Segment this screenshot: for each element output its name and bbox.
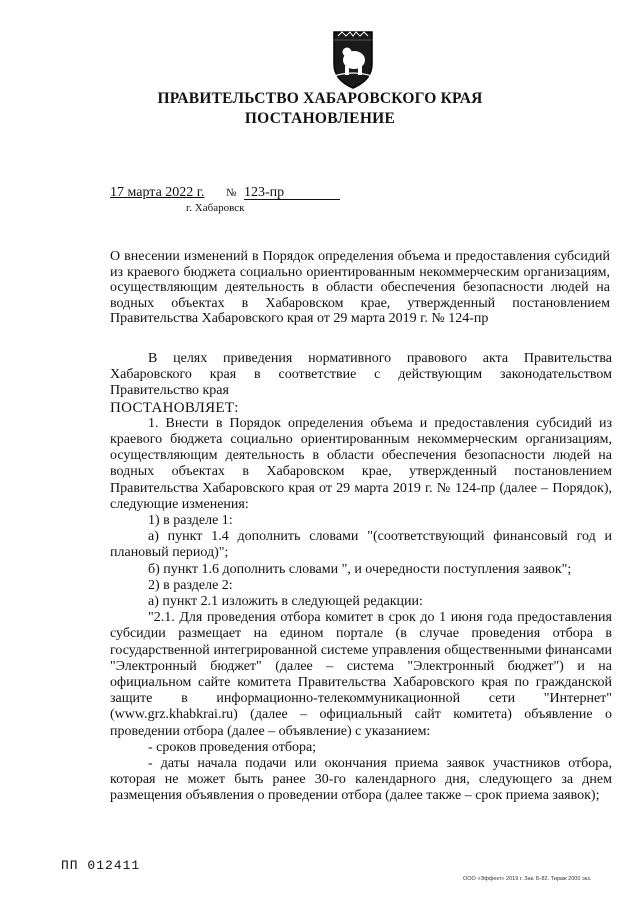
- body-paragraph: "2.1. Для проведения отбора комитет в срок до 1 июня года предоставления субсидии размещает на едином портале (в случае проведения отбора в государственной интегрированной системе управления общественными финансами "Электронный бюджет" (далее – система "Электронный бюджет") и на официальном сайте комитета Правительства Хабаровского края по гражданской защите в информационно-телекоммуникационной сети "Интернет" (www.grz.khabkrai.ru) (далее – официальный сайт комитета) объявление о проведении отбора (далее – объявление) с указанием:: [110, 610, 612, 739]
- number-label: №: [225, 187, 237, 199]
- date-number-line: [110, 185, 340, 201]
- document-date: 17 марта 2022 г.: [110, 185, 205, 200]
- body-paragraph: 2) в разделе 2:: [148, 577, 233, 593]
- body-paragraph: - сроков проведения отбора;: [148, 739, 317, 755]
- resolves-heading: ПОСТАНОВЛЯЕТ:: [110, 399, 239, 416]
- document-body: [110, 351, 612, 805]
- government-title: ПРАВИТЕЛЬСТВО ХАБАРОВСКОГО КРАЯ: [157, 90, 483, 107]
- form-code: ПП 012411: [61, 858, 141, 873]
- body-paragraph: 1) в разделе 1:: [148, 513, 233, 529]
- document-subject: О внесении изменений в Порядок определения объема и предоставления субсидий из краевого бюджета социально ориентированным некоммерческим организациям, осуществляющим деятельность в области обеспечения безопасности людей на водных объектах в Хабаровском крае, утвержденный постановлением Правительства Хабаровского края от 29 марта 2019 г. № 124-пр: [110, 249, 610, 326]
- body-paragraph: а) пункт 2.1 изложить в следующей редакции:: [148, 594, 423, 610]
- printer-imprint: ООО «Эффект» 2019 г. Зак. Б-82. Тираж 2000 экз.: [463, 876, 592, 882]
- preamble-paragraph: В целях приведения нормативного правового акта Правительства Хабаровского края в соответствие с действующим законодательством Правительство края: [110, 351, 612, 399]
- body-paragraph: 1. Внести в Порядок определения объема и предоставления субсидий из краевого бюджета социально ориентированным некоммерческим организациям, осуществляющим деятельность в области обеспечения безопасности людей на водных объектах в Хабаровском крае, утвержденный постановлением Правительства Хабаровского края от 29 марта 2019 г. № 124-пр (далее – Порядок), следующие изменения:: [110, 415, 612, 512]
- document-number: 123-пр: [244, 186, 340, 200]
- body-paragraph: а) пункт 1.4 дополнить словами "(соответствующий финансовый год и плановый период)";: [110, 529, 612, 561]
- body-paragraph: б) пункт 1.6 дополнить словами ", и очередности поступления заявок";: [148, 561, 572, 577]
- coat-of-arms-icon: [328, 26, 378, 90]
- body-paragraph: - даты начала подачи или окончания приема заявок участников отбора, которая не может быть ранее 30-го календарного дня, следующего за днем размещения объявления о проведении отбора (далее также – срок приема заявок);: [110, 756, 612, 804]
- city-label: г. Хабаровск: [186, 202, 245, 214]
- document-type-title: ПОСТАНОВЛЕНИЕ: [244, 110, 396, 127]
